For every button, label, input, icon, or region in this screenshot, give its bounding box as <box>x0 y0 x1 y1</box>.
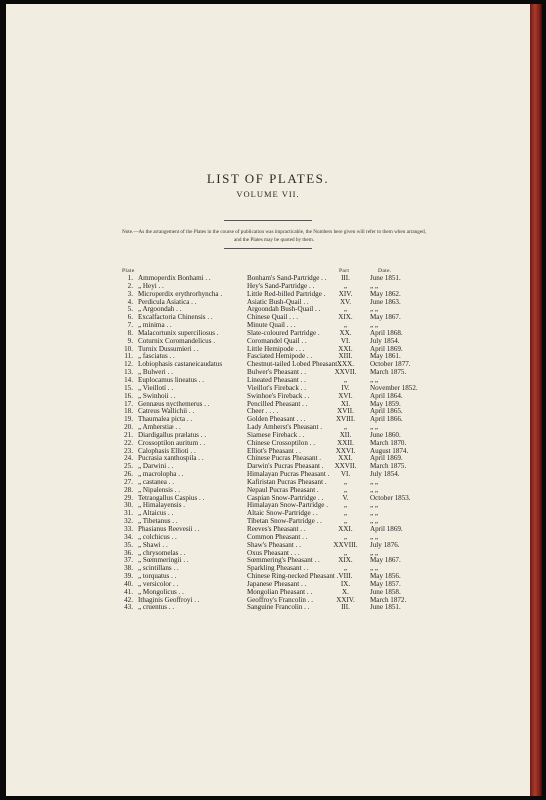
publication-date: May 1867. <box>370 313 401 322</box>
common-name: Caspian Snow-Partridge . . <box>247 493 324 502</box>
part-number: V. <box>342 493 349 502</box>
part-number: X. <box>342 587 349 596</box>
common-name: Chinese Quail . . . <box>247 313 299 322</box>
plate-number: 1. <box>127 274 133 282</box>
part-number: XV. <box>339 297 352 306</box>
scientific-name: „ Nipalensis . . <box>138 485 180 494</box>
common-name: Elliot's Pheasant . . <box>247 446 301 455</box>
plate-number: 42. <box>124 595 133 604</box>
arrangement-note: Note.—As the arrangement of the Plates in the course of publication was impracticable, the Numbers here given will refer to them when arranged, and the Plates may be quoted by them. <box>121 229 427 243</box>
part-number: „ <box>343 517 348 526</box>
scientific-name: „ Darwini . . <box>138 462 174 471</box>
publication-date: „ „ <box>370 548 379 557</box>
part-number: XX. <box>339 328 352 337</box>
scientific-name: Euplocamus lineatus . . <box>138 375 204 384</box>
plate-number: 13. <box>124 368 133 377</box>
part-number: XIX. <box>338 313 353 322</box>
common-name: Sparkling Pheasant . . <box>247 564 309 573</box>
plate-number: 18. <box>124 407 133 416</box>
volume-label: VOLUME VII. <box>236 189 300 199</box>
part-number: XXVII. <box>334 462 357 471</box>
bottom-divider <box>224 248 312 249</box>
scientific-name: „ Amherstiæ . . <box>138 423 181 432</box>
common-name: Reeves's Pheasant . . <box>247 525 306 533</box>
plate-number: 35. <box>124 540 133 549</box>
plate-number: 32. <box>124 517 133 526</box>
part-number: „ <box>343 477 348 486</box>
scientific-name: „ Heyi . . <box>138 281 164 290</box>
scientific-name: „ Himalayensis . <box>138 501 186 510</box>
scientific-name: Malacortunix superciliosus . <box>138 328 219 337</box>
common-name: Darwin's Pucras Pheasant . <box>247 462 324 471</box>
part-number: „ <box>343 532 348 541</box>
publication-date: April 1869. <box>370 454 403 463</box>
plate-number: 12. <box>124 360 133 369</box>
part-number: VI. <box>340 336 351 345</box>
book-spine <box>530 4 542 796</box>
part-number: XIII. <box>338 352 353 361</box>
publication-date: November 1852. <box>370 383 418 392</box>
scientific-name: Diardigallus prælatus . . <box>138 430 206 439</box>
common-name: Oxus Pheasant . . . <box>247 548 300 557</box>
part-number: VI. <box>340 470 351 479</box>
part-number: „ <box>343 548 348 557</box>
plate-number: 6. <box>127 313 133 322</box>
plate-number: 8. <box>127 328 133 337</box>
part-number: XXI. <box>338 525 353 533</box>
part-number: „ <box>343 321 348 330</box>
common-name: Geoffroy's Francolin . . <box>247 595 313 604</box>
publication-date: August 1874. <box>370 446 409 455</box>
publication-date: „ „ <box>370 532 379 541</box>
common-name: Little Red-billed Partridge . <box>247 289 326 298</box>
scientific-name: Catreus Wallichii . . <box>138 407 195 416</box>
part-number: „ <box>343 423 348 432</box>
publication-date: April 1869. <box>370 525 403 533</box>
plate-number: 20. <box>124 423 133 432</box>
scientific-name: „ Swinhoii . . <box>138 391 176 400</box>
part-number: XXII. <box>337 438 354 447</box>
plate-number: 37. <box>124 556 133 565</box>
common-name: Tibetan Snow-Partridge . . <box>247 517 322 526</box>
publication-date: October 1853. <box>370 493 411 502</box>
scientific-name: Phasianus Reevesii . . <box>138 525 200 533</box>
publication-date: „ „ <box>370 423 379 432</box>
scientific-name: „ Bulweri . . <box>138 368 173 377</box>
common-name: Sanguine Francolin . . <box>247 603 310 612</box>
plate-column-header: Plate <box>122 268 135 274</box>
scientific-name: „ Argoondah . . <box>138 305 182 314</box>
publication-date: March 1875. <box>370 368 407 377</box>
plate-number: 40. <box>124 579 133 588</box>
common-name: Bulwer's Pheasant . . <box>247 368 307 377</box>
scientific-name: Microperdix erythrorhyncha . <box>138 289 223 298</box>
publication-date: „ „ <box>370 564 379 573</box>
scientific-name: „ colchicus . . <box>138 532 177 541</box>
part-number: „ <box>343 485 348 494</box>
common-name: Fasciated Hemipode . . <box>247 352 313 361</box>
scientific-name: „ chrysomelas . . <box>138 548 186 557</box>
publication-date: April 1869. <box>370 344 403 353</box>
publication-date: „ „ <box>370 375 379 384</box>
plate-number: 30. <box>124 501 133 510</box>
publication-date: „ „ <box>370 281 379 290</box>
part-number: „ <box>343 305 348 314</box>
common-name: Mongolian Pheasant . . <box>247 587 313 596</box>
plate-number: 11. <box>124 352 133 361</box>
publication-date: June 1858. <box>370 587 401 596</box>
common-name: Slate-coloured Partridge . <box>247 328 320 337</box>
publication-date: „ „ <box>370 305 379 314</box>
scientific-name: Thaumalea picta . . <box>138 415 193 424</box>
plate-number: 3. <box>127 289 133 298</box>
plate-number: 33. <box>124 525 133 533</box>
common-name: Kafiristan Pucras Pheasant . <box>247 477 327 486</box>
scientific-name: Ammoperdix Bonhami . . <box>138 274 211 282</box>
scientific-name: „ Shawi . . <box>138 540 168 549</box>
part-number: XXX. <box>336 360 355 369</box>
page-title: LIST OF PLATES. <box>206 171 330 186</box>
publication-date: April 1864. <box>370 391 403 400</box>
publication-date: April 1868. <box>370 328 403 337</box>
publication-date: „ „ <box>370 485 379 494</box>
scientific-name: „ fasciatus . . <box>138 352 175 361</box>
publication-date: July 1854. <box>370 336 400 345</box>
common-name: Little Hemipode . . . <box>247 344 305 353</box>
plate-number: 36. <box>124 548 133 557</box>
part-column-header: Part <box>339 268 350 274</box>
part-number: XI. <box>340 399 351 408</box>
publication-date: March 1870. <box>370 438 407 447</box>
part-number: III. <box>341 274 350 282</box>
common-name: Bonham's Sand-Partridge . . <box>247 274 327 282</box>
part-number: XXVI. <box>335 446 356 455</box>
publication-date: May 1859. <box>370 399 401 408</box>
plate-number: 27. <box>124 477 133 486</box>
part-number: XXVIII. <box>333 540 358 549</box>
publication-date: July 1854. <box>370 470 400 479</box>
common-name: Pencilled Pheasant . . <box>247 399 308 408</box>
plate-number: 2. <box>127 281 133 290</box>
common-name: Chinese Pucras Pheasant . <box>247 454 322 463</box>
publication-date: May 1861. <box>370 352 401 361</box>
publication-date: June 1863. <box>370 297 401 306</box>
scientific-name: „ Sœmmeringii . . <box>138 556 189 565</box>
publication-date: June 1860. <box>370 430 401 439</box>
plate-number: 14. <box>124 375 133 384</box>
common-name: Nepaul Pucras Pheasant . <box>247 485 319 494</box>
scientific-name: Tetraogallus Caspius . . <box>138 493 205 502</box>
part-number: XXIV. <box>336 595 355 604</box>
publication-date: April 1865. <box>370 407 403 416</box>
scientific-name: Ithaginis Geoffroyi . . <box>138 595 200 604</box>
scientific-name: „ castanea . . <box>138 477 175 486</box>
date-column-header: Date. <box>378 268 392 274</box>
part-number: „ <box>343 375 348 384</box>
publication-date: May 1857. <box>370 579 401 588</box>
scientific-name: „ Vieillotí . . <box>138 383 174 392</box>
scientific-name: Excalfactoria Chinensis . . <box>138 313 213 322</box>
publication-date: May 1862. <box>370 289 401 298</box>
common-name: Hey's Sand-Partridge . . <box>247 281 315 290</box>
common-name: Japanese Pheasant . . <box>247 579 307 588</box>
common-name: Minute Quail . . . <box>247 321 296 330</box>
plate-number: 41. <box>124 587 133 596</box>
common-name: Lineated Pheasant . . <box>247 375 306 384</box>
plate-number: 38. <box>124 564 133 573</box>
part-number: „ <box>343 501 348 510</box>
plate-number: 26. <box>124 470 133 479</box>
scientific-name: Gennæus nycthemerus . . <box>138 399 210 408</box>
part-number: „ <box>343 564 348 573</box>
plate-number: 5. <box>127 305 133 314</box>
common-name: Himalayan Pucras Pheasant . <box>247 470 330 479</box>
part-number: „ <box>343 281 348 290</box>
scientific-name: Perdicula Asiatica . . <box>138 297 197 306</box>
plate-number: 28. <box>124 485 133 494</box>
common-name: Siamese Fireback . . <box>247 430 305 439</box>
publication-date: „ „ <box>370 501 379 510</box>
plate-number: 29. <box>124 493 133 502</box>
plate-number: 39. <box>124 572 133 581</box>
scientific-name: Crossoptilon auritum . . <box>138 438 206 447</box>
plates-list <box>118 275 458 612</box>
plate-number: 34. <box>124 532 133 541</box>
publication-date: April 1866. <box>370 415 403 424</box>
common-name: Coromandel Quail . . <box>247 336 307 345</box>
plate-number: 7. <box>127 321 133 330</box>
common-name: Himalayan Snow-Partridge . <box>247 501 328 510</box>
common-name: Common Pheasant . . <box>247 532 308 541</box>
plate-number: 43. <box>124 603 133 612</box>
plate-number: 23. <box>124 446 133 455</box>
common-name: Argoondah Bush-Quail . . <box>247 305 321 314</box>
plate-number: 15. <box>124 383 133 392</box>
scientific-name: Turnix Dussumieri . . <box>138 344 199 353</box>
part-number: XXVII. <box>334 368 357 377</box>
common-name: Vieillot's Fireback . . <box>247 383 306 392</box>
plate-number: 21. <box>124 430 133 439</box>
part-number: XXI. <box>338 344 353 353</box>
common-name: Chinese Crossoptilon . . <box>247 438 315 447</box>
common-name: Cheer . . . . <box>247 407 279 416</box>
part-number: XIV. <box>338 289 353 298</box>
part-number: XVI. <box>338 391 353 400</box>
common-name: Lady Amherst's Pheasant . <box>247 423 322 432</box>
scientific-name: Calophasis Ellioti . . <box>138 446 196 455</box>
common-name: Sœmmering's Pheasant . . <box>247 556 320 565</box>
plate-number: 10. <box>124 344 133 353</box>
scientific-name: „ scintillans . . <box>138 564 179 573</box>
scientific-name: „ torquatus . . <box>138 572 177 581</box>
scientific-name: „ cruentus . . <box>138 603 175 612</box>
plate-number: 19. <box>124 415 133 424</box>
scientific-name: Pucrasia xanthospila . . <box>138 454 204 463</box>
publication-date: May 1867. <box>370 556 401 565</box>
scientific-name: „ Altaicus . . <box>138 509 174 518</box>
plate-number: 9. <box>127 336 133 345</box>
part-number: IX. <box>340 579 351 588</box>
publication-date: October 1877. <box>370 360 411 369</box>
common-name: Asiatic Bush-Quail . . <box>247 297 309 306</box>
plate-row <box>118 604 458 612</box>
plate-number: 22. <box>124 438 133 447</box>
common-name: Shaw's Pheasant . . <box>247 540 301 549</box>
part-number: XII. <box>339 430 352 439</box>
plate-number: 25. <box>124 462 133 471</box>
part-number: III. <box>341 603 350 612</box>
common-name: Altaic Snow-Partridge . . <box>247 509 318 518</box>
publication-date: „ „ <box>370 517 379 526</box>
scientific-name: Coturnix Coromandelicus . <box>138 336 216 345</box>
scientific-name: Lobiophasis castaneicaudatus <box>138 360 223 369</box>
plate-number: 24. <box>124 454 133 463</box>
scientific-name: „ Tibetanus . . <box>138 517 178 526</box>
part-number: „ <box>343 509 348 518</box>
publication-date: June 1851. <box>370 603 401 612</box>
part-number: IV. <box>341 383 350 392</box>
part-number: XXI. <box>338 454 353 463</box>
common-name: Chestnut-tailed Lobed Pheasant . <box>247 360 341 369</box>
publication-date: July 1876. <box>370 540 400 549</box>
publication-date: „ „ <box>370 477 379 486</box>
book-page <box>6 4 530 796</box>
scientific-name: „ versicolor . . <box>138 579 179 588</box>
publication-date: March 1875. <box>370 462 407 471</box>
part-number: XVIII. <box>335 415 356 424</box>
scientific-name: „ macrolopha . . <box>138 470 184 479</box>
scientific-name: „ Mongolicus . . <box>138 587 184 596</box>
part-number: VIII. <box>338 572 353 581</box>
publication-date: „ „ <box>370 321 379 330</box>
part-number: XVII. <box>337 407 354 416</box>
publication-date: March 1872. <box>370 595 407 604</box>
common-name: Swinhoe's Fireback . . <box>247 391 310 400</box>
publication-date: June 1851. <box>370 274 401 282</box>
common-name: Golden Pheasant . . . <box>247 415 306 424</box>
scientific-name: „ minima . . <box>138 321 172 330</box>
common-name: Chinese Ring-necked Pheasant . <box>247 572 339 581</box>
top-divider <box>224 220 312 221</box>
publication-date: May 1856. <box>370 572 401 581</box>
part-number: XIX. <box>338 556 353 565</box>
plate-number: 4. <box>127 297 133 306</box>
publication-date: „ „ <box>370 509 379 518</box>
plate-number: 17. <box>124 399 133 408</box>
plate-number: 16. <box>124 391 133 400</box>
plate-number: 31. <box>124 509 133 518</box>
